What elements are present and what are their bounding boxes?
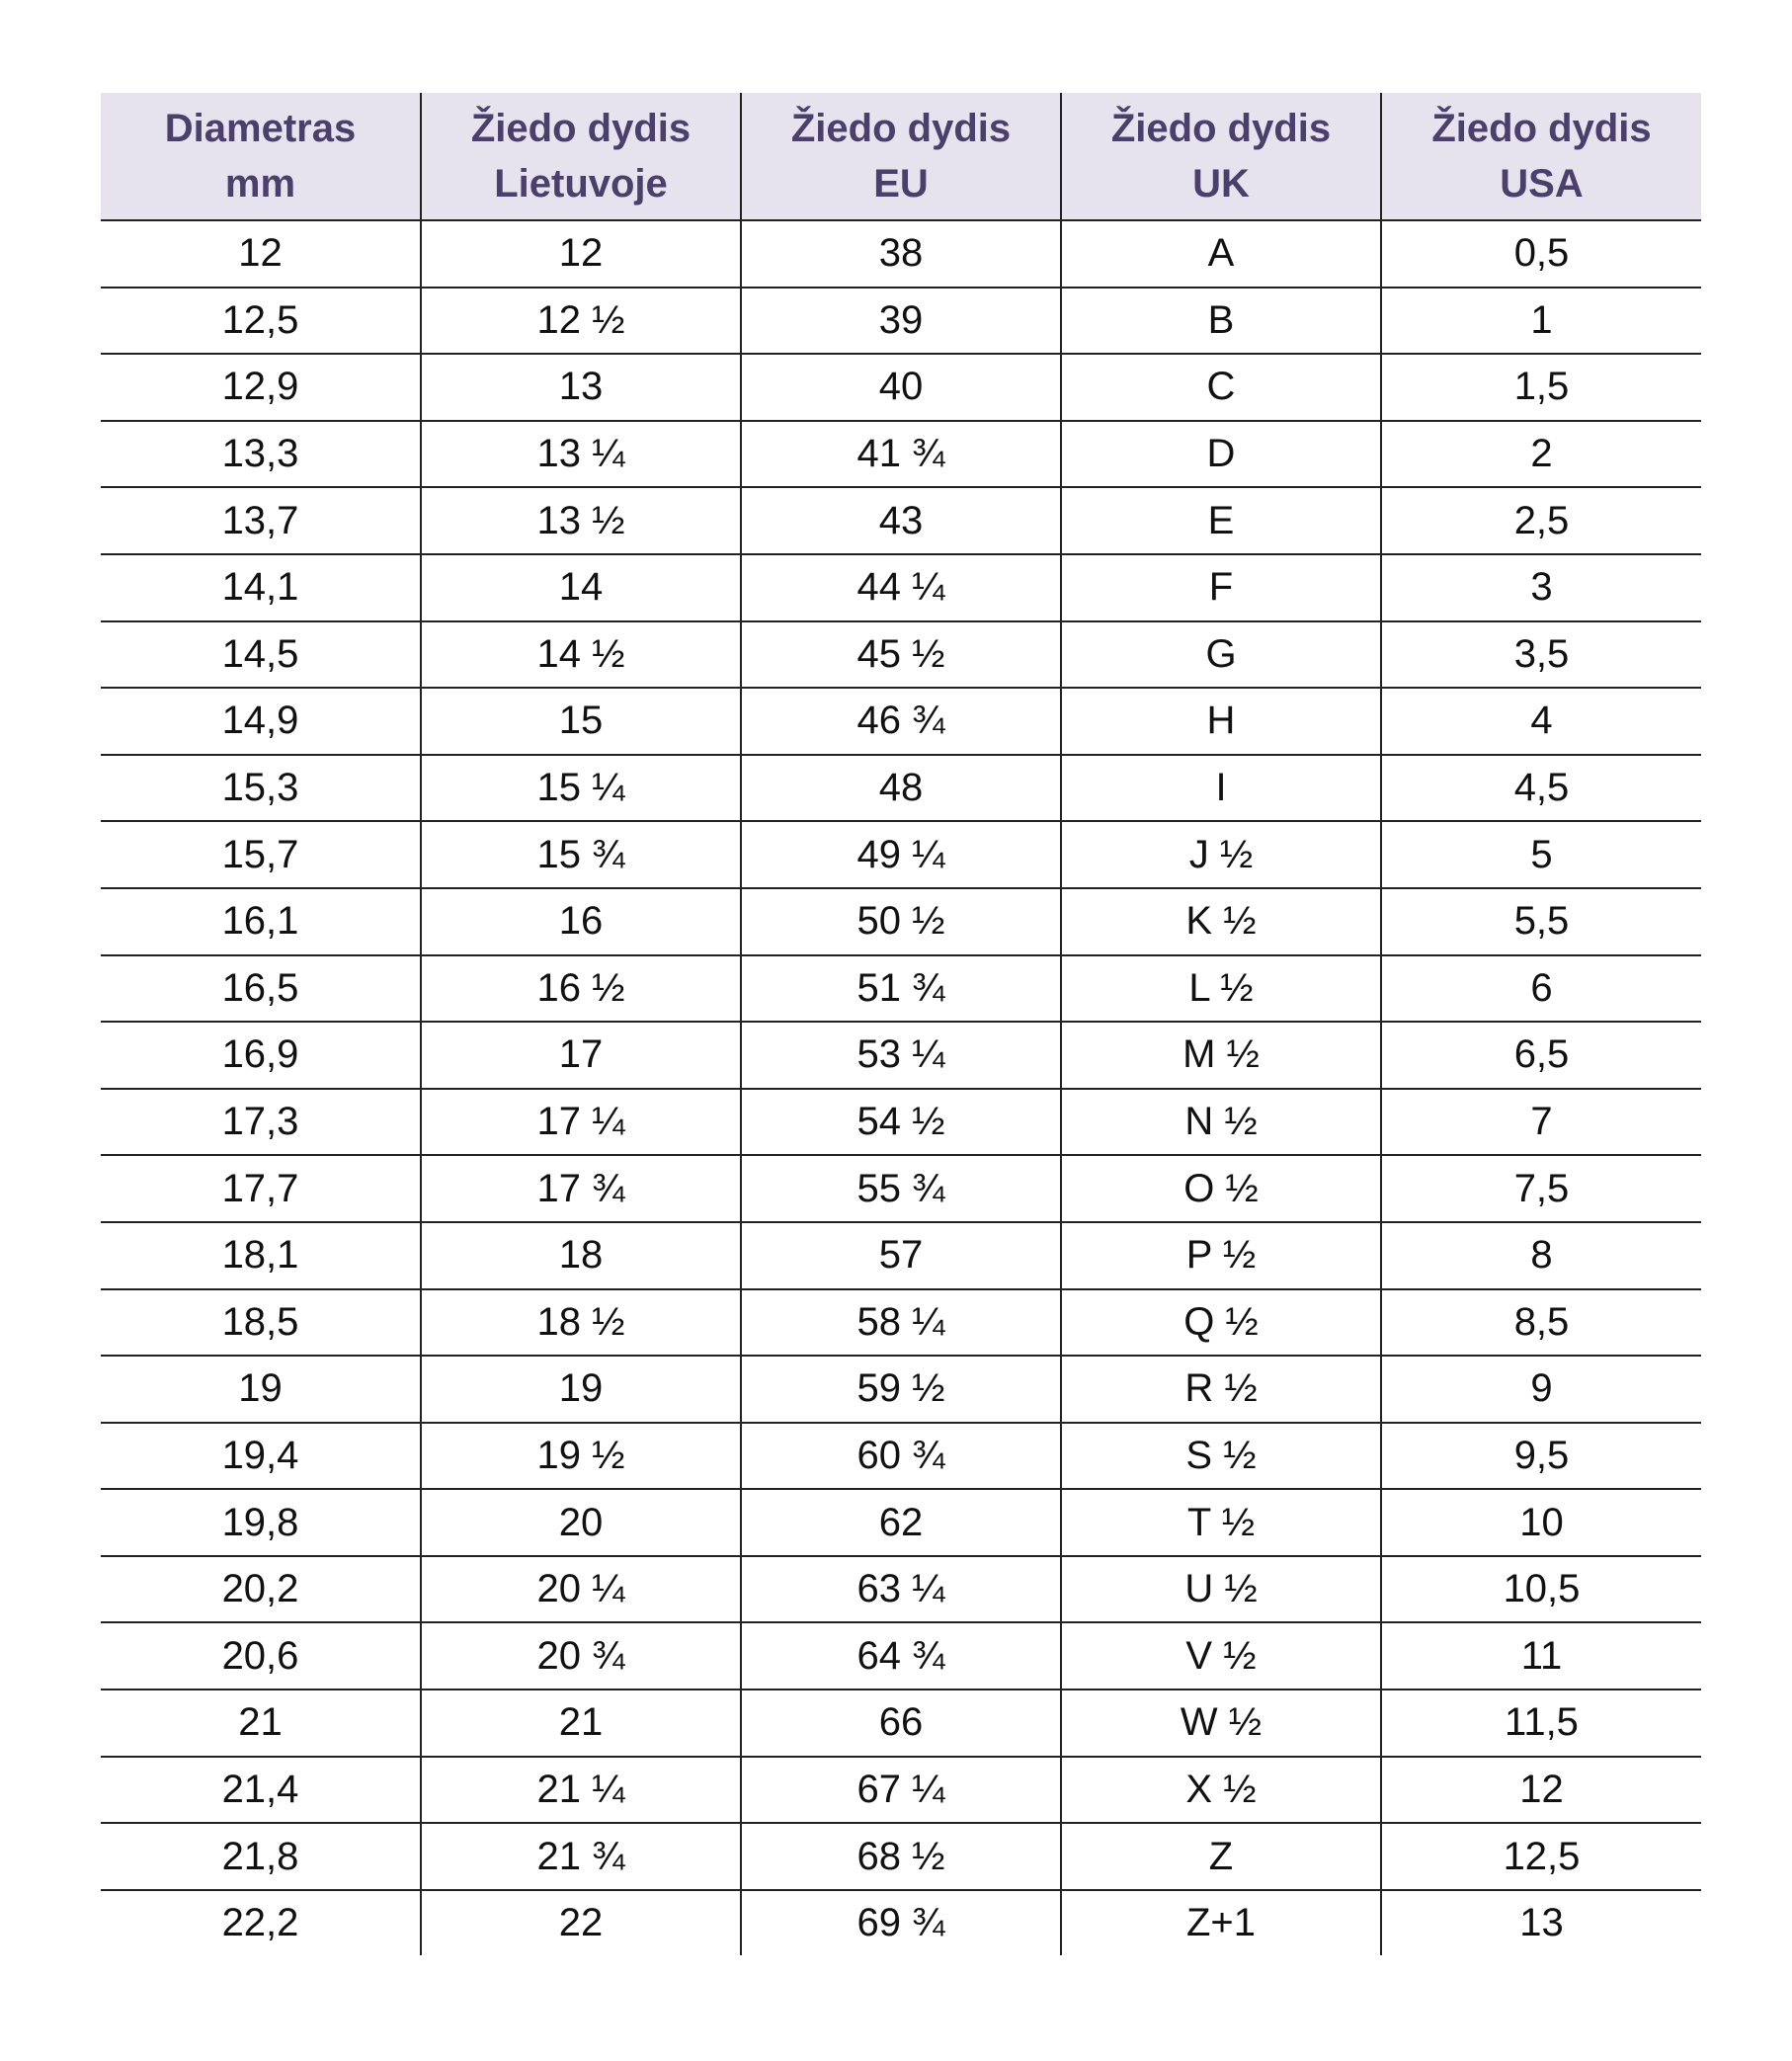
header-size-uk xyxy=(1061,93,1381,220)
cell-size-uk: Z xyxy=(1061,1823,1381,1890)
cell-diameter-mm: 16,1 xyxy=(101,888,421,955)
cell-size-usa: 10 xyxy=(1381,1489,1701,1556)
cell-diameter-mm: 19 xyxy=(101,1356,421,1423)
table-row xyxy=(101,288,1701,355)
cell-diameter-mm: 19,8 xyxy=(101,1489,421,1556)
cell-size-eu: 49 ¼ xyxy=(741,821,1061,888)
cell-size-eu: 41 ¾ xyxy=(741,421,1061,488)
ring-size-table xyxy=(101,93,1701,1955)
table-row xyxy=(101,354,1701,421)
cell-size-usa: 9,5 xyxy=(1381,1423,1701,1490)
cell-size-uk: J ½ xyxy=(1061,821,1381,888)
cell-size-uk: B xyxy=(1061,288,1381,355)
header-line-1: Žiedo dydis xyxy=(1110,107,1332,150)
cell-size-lithuania: 15 ¼ xyxy=(421,755,741,822)
header-line-1: Žiedo dydis xyxy=(1431,107,1652,150)
cell-size-lithuania: 13 ¼ xyxy=(421,421,741,488)
cell-size-usa: 5,5 xyxy=(1381,888,1701,955)
table-row xyxy=(101,1022,1701,1089)
cell-size-uk: E xyxy=(1061,487,1381,554)
cell-size-lithuania: 22 xyxy=(421,1890,741,1956)
cell-size-eu: 51 ¾ xyxy=(741,955,1061,1023)
cell-size-lithuania: 13 ½ xyxy=(421,487,741,554)
cell-size-uk: C xyxy=(1061,354,1381,421)
cell-size-usa: 11 xyxy=(1381,1622,1701,1690)
cell-size-lithuania: 19 ½ xyxy=(421,1423,741,1490)
cell-size-eu: 64 ¾ xyxy=(741,1622,1061,1690)
cell-size-usa: 4 xyxy=(1381,688,1701,755)
table-row xyxy=(101,1089,1701,1156)
cell-size-eu: 66 xyxy=(741,1690,1061,1757)
cell-size-uk: M ½ xyxy=(1061,1022,1381,1089)
header-line-1: Diametras xyxy=(164,107,357,150)
cell-size-lithuania: 14 xyxy=(421,554,741,621)
header-diameter-mm xyxy=(101,93,421,220)
ring-size-table-container xyxy=(101,93,1701,1955)
cell-size-usa: 1,5 xyxy=(1381,354,1701,421)
cell-diameter-mm: 17,3 xyxy=(101,1089,421,1156)
cell-size-uk: K ½ xyxy=(1061,888,1381,955)
table-row xyxy=(101,220,1701,288)
cell-size-usa: 13 xyxy=(1381,1890,1701,1956)
header-row xyxy=(101,93,1701,220)
cell-diameter-mm: 19,4 xyxy=(101,1423,421,1490)
cell-size-usa: 7,5 xyxy=(1381,1155,1701,1222)
cell-size-uk: R ½ xyxy=(1061,1356,1381,1423)
table-row xyxy=(101,1489,1701,1556)
cell-size-lithuania: 12 ½ xyxy=(421,288,741,355)
cell-size-usa: 2,5 xyxy=(1381,487,1701,554)
cell-size-uk: Z+1 xyxy=(1061,1890,1381,1956)
header-line-2: EU xyxy=(873,162,929,206)
table-row xyxy=(101,554,1701,621)
cell-size-uk: V ½ xyxy=(1061,1622,1381,1690)
cell-size-usa: 12 xyxy=(1381,1757,1701,1824)
cell-size-eu: 38 xyxy=(741,220,1061,288)
cell-size-eu: 44 ¼ xyxy=(741,554,1061,621)
cell-size-lithuania: 20 ¾ xyxy=(421,1622,741,1690)
table-row xyxy=(101,1622,1701,1690)
header-line-2: USA xyxy=(1500,162,1584,206)
cell-size-eu: 57 xyxy=(741,1222,1061,1289)
cell-size-uk: P ½ xyxy=(1061,1222,1381,1289)
cell-size-uk: L ½ xyxy=(1061,955,1381,1023)
table-header xyxy=(101,93,1701,220)
cell-size-eu: 58 ¼ xyxy=(741,1289,1061,1357)
cell-diameter-mm: 14,1 xyxy=(101,554,421,621)
cell-size-lithuania: 16 xyxy=(421,888,741,955)
table-body xyxy=(101,220,1701,1955)
table-row xyxy=(101,688,1701,755)
table-row xyxy=(101,487,1701,554)
cell-diameter-mm: 21 xyxy=(101,1690,421,1757)
cell-size-lithuania: 19 xyxy=(421,1356,741,1423)
cell-diameter-mm: 12 xyxy=(101,220,421,288)
cell-size-uk: O ½ xyxy=(1061,1155,1381,1222)
cell-size-eu: 69 ¾ xyxy=(741,1890,1061,1956)
cell-size-eu: 45 ½ xyxy=(741,621,1061,689)
header-line-1: Žiedo dydis xyxy=(790,107,1012,150)
header-line-2: mm xyxy=(224,162,296,206)
cell-size-eu: 55 ¾ xyxy=(741,1155,1061,1222)
cell-size-usa: 6,5 xyxy=(1381,1022,1701,1089)
cell-size-eu: 39 xyxy=(741,288,1061,355)
cell-diameter-mm: 17,7 xyxy=(101,1155,421,1222)
cell-diameter-mm: 21,4 xyxy=(101,1757,421,1824)
cell-size-usa: 4,5 xyxy=(1381,755,1701,822)
cell-size-eu: 40 xyxy=(741,354,1061,421)
cell-size-lithuania: 13 xyxy=(421,354,741,421)
cell-diameter-mm: 12,5 xyxy=(101,288,421,355)
table-row xyxy=(101,1356,1701,1423)
table-row xyxy=(101,821,1701,888)
cell-size-eu: 68 ½ xyxy=(741,1823,1061,1890)
cell-diameter-mm: 18,1 xyxy=(101,1222,421,1289)
cell-size-usa: 9 xyxy=(1381,1356,1701,1423)
cell-size-usa: 3 xyxy=(1381,554,1701,621)
table-row xyxy=(101,1690,1701,1757)
header-line-2: UK xyxy=(1192,162,1250,206)
cell-size-usa: 5 xyxy=(1381,821,1701,888)
cell-size-usa: 3,5 xyxy=(1381,621,1701,689)
cell-diameter-mm: 13,7 xyxy=(101,487,421,554)
cell-diameter-mm: 20,6 xyxy=(101,1622,421,1690)
cell-diameter-mm: 18,5 xyxy=(101,1289,421,1357)
cell-diameter-mm: 14,9 xyxy=(101,688,421,755)
cell-size-usa: 12,5 xyxy=(1381,1823,1701,1890)
table-row xyxy=(101,1823,1701,1890)
cell-size-eu: 53 ¼ xyxy=(741,1022,1061,1089)
cell-size-uk: N ½ xyxy=(1061,1089,1381,1156)
cell-diameter-mm: 12,9 xyxy=(101,354,421,421)
cell-size-usa: 10,5 xyxy=(1381,1556,1701,1623)
cell-size-uk: T ½ xyxy=(1061,1489,1381,1556)
cell-size-lithuania: 21 xyxy=(421,1690,741,1757)
cell-size-uk: F xyxy=(1061,554,1381,621)
table-row xyxy=(101,1155,1701,1222)
cell-size-uk: S ½ xyxy=(1061,1423,1381,1490)
cell-size-eu: 60 ¾ xyxy=(741,1423,1061,1490)
cell-size-eu: 54 ½ xyxy=(741,1089,1061,1156)
cell-size-uk: W ½ xyxy=(1061,1690,1381,1757)
cell-size-eu: 50 ½ xyxy=(741,888,1061,955)
cell-size-lithuania: 20 xyxy=(421,1489,741,1556)
cell-size-uk: A xyxy=(1061,220,1381,288)
cell-size-lithuania: 15 ¾ xyxy=(421,821,741,888)
header-size-eu xyxy=(741,93,1061,220)
table-row xyxy=(101,1423,1701,1490)
cell-size-usa: 8,5 xyxy=(1381,1289,1701,1357)
cell-size-uk: I xyxy=(1061,755,1381,822)
header-size-usa xyxy=(1381,93,1701,220)
cell-diameter-mm: 16,5 xyxy=(101,955,421,1023)
cell-diameter-mm: 20,2 xyxy=(101,1556,421,1623)
cell-size-usa: 1 xyxy=(1381,288,1701,355)
table-row xyxy=(101,1757,1701,1824)
cell-size-uk: D xyxy=(1061,421,1381,488)
cell-size-lithuania: 15 xyxy=(421,688,741,755)
cell-size-eu: 67 ¼ xyxy=(741,1757,1061,1824)
table-row xyxy=(101,1289,1701,1357)
cell-size-lithuania: 14 ½ xyxy=(421,621,741,689)
cell-size-lithuania: 17 ¾ xyxy=(421,1155,741,1222)
cell-size-eu: 48 xyxy=(741,755,1061,822)
cell-size-usa: 2 xyxy=(1381,421,1701,488)
cell-diameter-mm: 13,3 xyxy=(101,421,421,488)
cell-size-uk: G xyxy=(1061,621,1381,689)
cell-size-uk: Q ½ xyxy=(1061,1289,1381,1357)
table-row xyxy=(101,621,1701,689)
cell-diameter-mm: 21,8 xyxy=(101,1823,421,1890)
cell-size-uk: H xyxy=(1061,688,1381,755)
cell-size-lithuania: 16 ½ xyxy=(421,955,741,1023)
cell-size-eu: 43 xyxy=(741,487,1061,554)
cell-diameter-mm: 15,3 xyxy=(101,755,421,822)
table-row xyxy=(101,421,1701,488)
cell-size-lithuania: 18 ½ xyxy=(421,1289,741,1357)
cell-size-lithuania: 21 ¼ xyxy=(421,1757,741,1824)
cell-size-lithuania: 21 ¾ xyxy=(421,1823,741,1890)
table-row xyxy=(101,888,1701,955)
cell-size-uk: U ½ xyxy=(1061,1556,1381,1623)
cell-size-eu: 62 xyxy=(741,1489,1061,1556)
cell-diameter-mm: 22,2 xyxy=(221,1901,299,1945)
cell-size-eu: 46 ¾ xyxy=(741,688,1061,755)
table-row xyxy=(101,1556,1701,1623)
table-row xyxy=(101,1890,1701,1956)
cell-size-eu: 63 ¼ xyxy=(741,1556,1061,1623)
cell-size-usa: 8 xyxy=(1381,1222,1701,1289)
cell-size-lithuania: 17 ¼ xyxy=(421,1089,741,1156)
cell-size-usa: 11,5 xyxy=(1381,1690,1701,1757)
table-row xyxy=(101,955,1701,1023)
cell-size-usa: 6 xyxy=(1381,955,1701,1023)
cell-size-usa: 7 xyxy=(1381,1089,1701,1156)
cell-size-lithuania: 18 xyxy=(421,1222,741,1289)
table-row xyxy=(101,755,1701,822)
cell-diameter-mm: 14,5 xyxy=(101,621,421,689)
cell-diameter-mm: 16,9 xyxy=(101,1022,421,1089)
cell-size-lithuania: 17 xyxy=(421,1022,741,1089)
cell-size-lithuania: 12 xyxy=(421,220,741,288)
header-line-1: Žiedo dydis xyxy=(470,107,692,150)
header-line-2: Lietuvoje xyxy=(494,162,668,206)
cell-size-eu: 59 ½ xyxy=(741,1356,1061,1423)
cell-size-lithuania: 20 ¼ xyxy=(421,1556,741,1623)
cell-diameter-mm: 15,7 xyxy=(101,821,421,888)
cell-size-uk: X ½ xyxy=(1061,1757,1381,1824)
table-row xyxy=(101,1222,1701,1289)
cell-size-usa: 0,5 xyxy=(1381,220,1701,288)
header-size-lithuania xyxy=(421,93,741,220)
